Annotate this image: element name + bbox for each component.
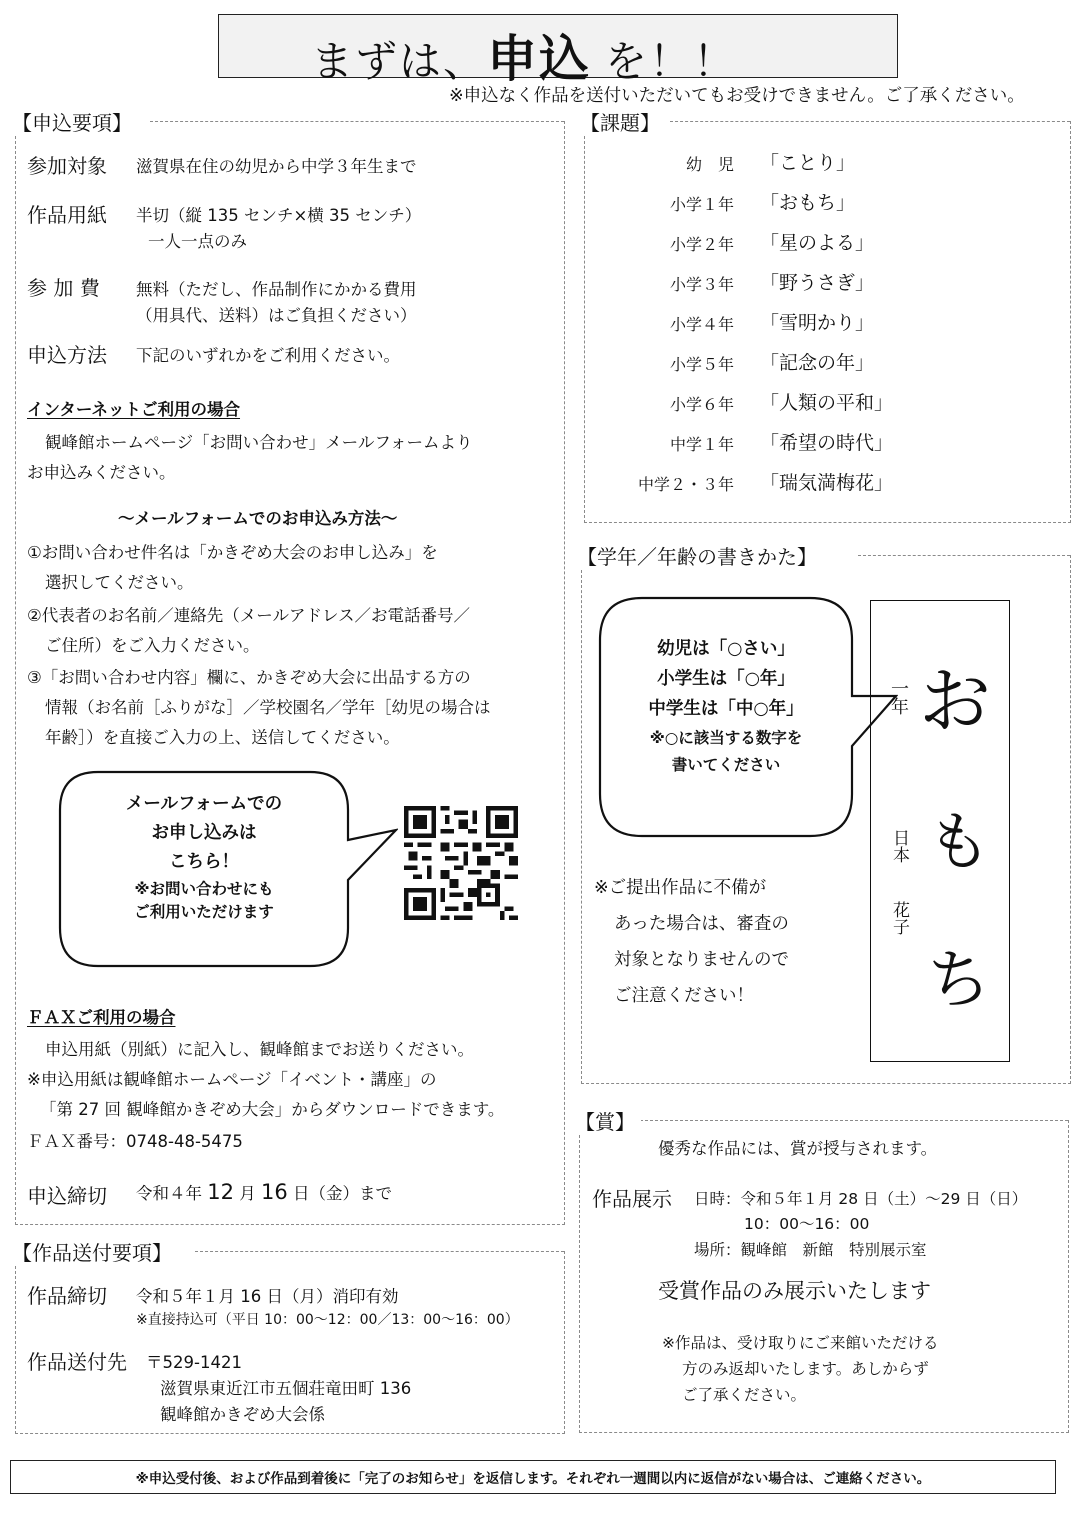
- qr-bubble-line-3: こちら！: [169, 852, 239, 872]
- exhibit-place: 場所：観峰館 新館 特別展示室: [694, 1241, 927, 1259]
- banner-post: を！！: [605, 37, 738, 86]
- address-line-2: 観峰館かきぞめ大会係: [160, 1405, 325, 1424]
- footer-box: [10, 1460, 1056, 1494]
- theme-item: [590, 468, 1060, 498]
- sample-grade: 一年: [888, 679, 909, 715]
- grade-bubble-line-2: 小学生は「○年」: [657, 669, 795, 689]
- qr-bubble-line-2: お申し込みは: [151, 823, 257, 843]
- fax-line-1: 申込用紙（別紙）に記入し、観峰館までお送りください。: [45, 1040, 474, 1059]
- footer-note: ※申込受付後、および作品到着後に「完了のお知らせ」を返信します。それぞれ一週間以内に返信がない場合は、ご連絡ください。: [135, 1471, 931, 1487]
- grade-bubble-line-1: 幼児は「○さい」: [657, 639, 795, 659]
- fax-line-3: 「第 27 回 観峰館かきぞめ大会」からダウンロードできます。: [40, 1100, 505, 1119]
- internet-line-1: 観峰館ホームページ「お問い合わせ」メールフォームより: [45, 433, 473, 452]
- exhibit-only-note: 受賞作品のみ展示いたします: [658, 1279, 931, 1303]
- theme-item: [590, 308, 1060, 338]
- theme-grade: 中学１年: [669, 435, 734, 454]
- paper-value-2: 一人一点のみ: [148, 232, 247, 251]
- theme-grade: 小学２年: [669, 235, 734, 254]
- internet-line-2: お申込みください。: [27, 463, 176, 482]
- return-note-2: 方のみ返却いたします。あしからず: [682, 1360, 929, 1378]
- grade-bubble-line-5: 書いてください: [671, 756, 781, 774]
- fax-line-2: ※申込用紙は観峰館ホームページ「イベント・講座」の: [27, 1070, 437, 1089]
- sample-given-name: 花子: [889, 901, 909, 935]
- theme-item: [590, 348, 1060, 378]
- exhibit-label: 作品展示: [592, 1187, 672, 1211]
- sample-surname: 日本: [889, 829, 909, 863]
- theme-item: [590, 388, 1060, 418]
- target-label: 参加対象: [27, 154, 107, 178]
- shipping-deadline-label: 作品締切: [27, 1284, 107, 1308]
- banner-big: 申込: [487, 30, 592, 88]
- fax-heading: ＦＡＸご利用の場合: [27, 1008, 176, 1027]
- grade-bubble-line-3: 中学生は「中○年」: [648, 699, 804, 719]
- qr-bubble-line-5: ご利用いただけます: [134, 903, 274, 921]
- step-3-a: ③「お問い合わせ内容」欄に、かきぞめ大会に出品する方の: [27, 668, 471, 687]
- grade-note-1: ※ご提出作品に不備が: [594, 878, 767, 898]
- return-note-3: ご了承ください。: [682, 1386, 807, 1404]
- theme-grade: 小学６年: [669, 395, 734, 414]
- step-3-c: 年齢］）を直接ご入力の上、送信してください。: [45, 728, 400, 747]
- postal-code: 〒529-1421: [146, 1353, 242, 1372]
- grade-note-3: 対象となりませんので: [614, 950, 789, 970]
- grade-note-4: ご注意ください！: [614, 986, 754, 1006]
- fee-value-2: （用具代、送料）はご負担ください）: [136, 306, 417, 325]
- theme-grade: 小学１年: [669, 195, 734, 214]
- theme-grade: 中学２・３年: [637, 475, 734, 494]
- qr-bubble-line-4: ※お問い合わせにも: [134, 880, 274, 898]
- theme-grade: 小学５年: [669, 355, 734, 374]
- deadline-label: 申込締切: [27, 1184, 107, 1208]
- sample-text-1: お: [919, 659, 992, 743]
- theme-title: 「野うさぎ」: [760, 272, 875, 294]
- sample-text-3: ち: [927, 944, 991, 1018]
- shipping-address-label: 作品送付先: [27, 1350, 127, 1374]
- theme-title: 「瑞気満梅花」: [760, 472, 894, 494]
- mailform-heading: ～メールフォームでのお申込み方法～: [118, 509, 398, 528]
- paper-value-1: 半切（縦 135 センチ×横 35 センチ）: [136, 206, 422, 225]
- exhibit-time: 10：00～16：00: [744, 1215, 870, 1233]
- apply-heading: 【申込要項】: [12, 107, 138, 136]
- theme-title: 「希望の時代」: [760, 432, 894, 454]
- internet-heading: インターネットご利用の場合: [27, 400, 241, 419]
- theme-grade: 小学４年: [669, 315, 734, 334]
- theme-item: [590, 188, 1060, 218]
- award-heading: 【賞】: [575, 1106, 641, 1135]
- award-intro: 優秀な作品には、賞が授与されます。: [658, 1139, 938, 1158]
- step-2-a: ②代表者のお名前／連絡先（メールアドレス／お電話番号／: [27, 606, 470, 625]
- theme-title: 「人類の平和」: [760, 392, 894, 414]
- shipping-heading: 【作品送付要項】: [12, 1237, 178, 1266]
- qr-code-icon[interactable]: [404, 806, 518, 920]
- theme-title: 「ことり」: [760, 152, 856, 174]
- qr-bubble-line-1: メールフォームでの: [125, 794, 283, 814]
- sample-text-2: も: [927, 806, 991, 880]
- shipping-deadline-value: 令和５年１月 16 日（月）消印有効: [136, 1287, 399, 1306]
- return-note-1: ※作品は、受け取りにご来館いただける: [662, 1334, 939, 1352]
- step-1-a: ①お問い合わせ件名は「かきぞめ大会のお申し込み」を: [27, 543, 438, 562]
- theme-item: [590, 428, 1060, 458]
- paper-label: 作品用紙: [27, 203, 107, 227]
- fee-value-1: 無料（ただし、作品制作にかかる費用: [136, 280, 417, 299]
- exhibit-date: 日時：令和５年１月 28 日（土）～29 日（日）: [694, 1190, 1028, 1208]
- sample-sheet: [870, 600, 1010, 1062]
- theme-title: 「星のよる」: [760, 232, 875, 254]
- step-3-b: 情報（お名前［ふりがな］／学校園名／学年［幼児の場合は: [45, 698, 491, 717]
- theme-heading: 【課題】: [580, 107, 666, 136]
- title-banner: [218, 14, 898, 88]
- theme-item: [590, 148, 1060, 178]
- banner-note: ※申込なく作品を送付いただいてもお受けできません。ご了承ください。: [449, 86, 1025, 106]
- step-1-b: 選択してください。: [45, 573, 194, 592]
- shipping-deadline-note: ※直接持込可（平日 10：00～12：00／13：00～16：00）: [136, 1312, 519, 1328]
- target-value: 滋賀県在住の幼児から中学３年生まで: [136, 157, 417, 176]
- address-line-1: 滋賀県東近江市五個荘竜田町 136: [160, 1379, 412, 1398]
- theme-item: [590, 228, 1060, 258]
- theme-title: 「雪明かり」: [760, 312, 875, 334]
- theme-title: 「おもち」: [760, 192, 856, 214]
- deadline-value: 令和４年 12 月 16 日（金）まで: [136, 1180, 392, 1204]
- fee-label: 参 加 費: [27, 276, 100, 300]
- theme-grade: 幼 児: [685, 155, 734, 174]
- method-label: 申込方法: [27, 343, 107, 367]
- theme-title: 「記念の年」: [760, 352, 875, 374]
- step-2-b: ご住所）をご入力ください。: [45, 636, 260, 655]
- banner-pre: まずは、: [311, 37, 488, 86]
- grade-heading: 【学年／年齢の書きかた】: [577, 541, 823, 570]
- theme-grade: 小学３年: [669, 275, 734, 294]
- grade-bubble-line-4: ※○に該当する数字を: [649, 729, 803, 747]
- grade-note-2: あった場合は、審査の: [614, 914, 789, 934]
- fax-number: ＦＡＸ番号：0748-48-5475: [27, 1132, 243, 1151]
- method-value: 下記のいずれかをご利用ください。: [136, 346, 400, 365]
- theme-item: [590, 268, 1060, 298]
